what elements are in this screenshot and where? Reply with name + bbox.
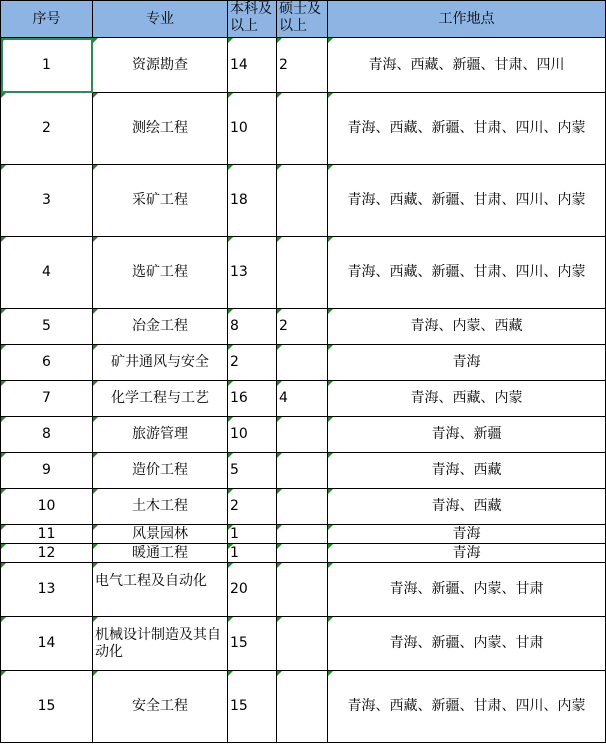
- cell-bachelor[interactable]: 14: [228, 38, 277, 93]
- header-master[interactable]: 硕士及以上: [277, 1, 328, 38]
- cell-seq[interactable]: 4: [1, 237, 93, 309]
- cell-bachelor[interactable]: 2: [228, 489, 277, 525]
- cell-location[interactable]: 青海、西藏、新疆、甘肃、四川、内蒙: [328, 671, 606, 743]
- cell-master[interactable]: [277, 453, 328, 489]
- table-row: [1, 165, 606, 237]
- cell-major[interactable]: 选矿工程: [93, 237, 228, 309]
- cell-bachelor[interactable]: 10: [228, 417, 277, 453]
- header-row: [1, 1, 606, 38]
- cell-major[interactable]: 土木工程: [93, 489, 228, 525]
- cell-major[interactable]: 冶金工程: [93, 309, 228, 345]
- cell-seq[interactable]: 8: [1, 417, 93, 453]
- cell-master[interactable]: [277, 345, 328, 381]
- cell-major[interactable]: 矿井通风与安全: [93, 345, 228, 381]
- cell-location[interactable]: 青海、西藏: [328, 489, 606, 525]
- cell-major[interactable]: 风景园林: [93, 525, 228, 544]
- cell-major[interactable]: 安全工程: [93, 671, 228, 743]
- cell-master[interactable]: [277, 544, 328, 563]
- cell-major[interactable]: 化学工程与工艺: [93, 381, 228, 417]
- table-row: [1, 671, 606, 743]
- cell-master[interactable]: [277, 237, 328, 309]
- cell-seq[interactable]: 14: [1, 617, 93, 671]
- cell-location[interactable]: 青海、新疆、内蒙、甘肃: [328, 617, 606, 671]
- cell-bachelor[interactable]: 1: [228, 544, 277, 563]
- cell-seq[interactable]: 10: [1, 489, 93, 525]
- cell-location[interactable]: 青海、新疆: [328, 417, 606, 453]
- table-row: [1, 381, 606, 417]
- table-row: [1, 525, 606, 544]
- cell-seq[interactable]: 15: [1, 671, 93, 743]
- cell-seq[interactable]: 9: [1, 453, 93, 489]
- table-row: [1, 309, 606, 345]
- cell-master[interactable]: [277, 525, 328, 544]
- cell-location[interactable]: 青海: [328, 345, 606, 381]
- cell-location[interactable]: 青海、西藏、内蒙: [328, 381, 606, 417]
- cell-location[interactable]: 青海: [328, 544, 606, 563]
- cell-seq[interactable]: 6: [1, 345, 93, 381]
- cell-seq[interactable]: 1: [1, 38, 93, 93]
- cell-location[interactable]: 青海、西藏、新疆、甘肃、四川、内蒙: [328, 237, 606, 309]
- cell-location[interactable]: 青海、内蒙、西藏: [328, 309, 606, 345]
- table-row: [1, 563, 606, 617]
- cell-master[interactable]: 4: [277, 381, 328, 417]
- cell-bachelor[interactable]: 2: [228, 345, 277, 381]
- header-bachelor[interactable]: 本科及以上: [228, 1, 277, 38]
- cell-bachelor[interactable]: 15: [228, 671, 277, 743]
- cell-master[interactable]: [277, 489, 328, 525]
- table-row: [1, 417, 606, 453]
- cell-location[interactable]: 青海、新疆、内蒙、甘肃: [328, 563, 606, 617]
- cell-master[interactable]: [277, 563, 328, 617]
- cell-location[interactable]: 青海、西藏、新疆、甘肃、四川: [328, 38, 606, 93]
- cell-location[interactable]: 青海、西藏、新疆、甘肃、四川、内蒙: [328, 165, 606, 237]
- table-row: [1, 489, 606, 525]
- cell-location[interactable]: 青海、西藏: [328, 453, 606, 489]
- cell-master[interactable]: [277, 417, 328, 453]
- cell-location[interactable]: 青海、西藏、新疆、甘肃、四川、内蒙: [328, 93, 606, 165]
- cell-bachelor[interactable]: 15: [228, 617, 277, 671]
- cell-major[interactable]: 采矿工程: [93, 165, 228, 237]
- cell-master[interactable]: [277, 671, 328, 743]
- cell-master[interactable]: [277, 93, 328, 165]
- header-major[interactable]: 专业: [93, 1, 228, 38]
- cell-major[interactable]: 机械设计制造及其自动化: [93, 617, 228, 671]
- header-location[interactable]: 工作地点: [328, 1, 606, 38]
- cell-seq[interactable]: 2: [1, 93, 93, 165]
- table-row: [1, 38, 606, 93]
- cell-seq[interactable]: 12: [1, 544, 93, 563]
- cell-master[interactable]: [277, 165, 328, 237]
- cell-bachelor[interactable]: 20: [228, 563, 277, 617]
- cell-master[interactable]: 2: [277, 309, 328, 345]
- cell-seq[interactable]: 7: [1, 381, 93, 417]
- cell-seq[interactable]: 5: [1, 309, 93, 345]
- cell-major[interactable]: 资源勘查: [93, 38, 228, 93]
- cell-master[interactable]: [277, 617, 328, 671]
- header-seq[interactable]: 序号: [1, 1, 93, 38]
- cell-bachelor[interactable]: 5: [228, 453, 277, 489]
- cell-bachelor[interactable]: 10: [228, 93, 277, 165]
- table-row: [1, 617, 606, 671]
- cell-seq[interactable]: 3: [1, 165, 93, 237]
- table-row: [1, 544, 606, 563]
- cell-bachelor[interactable]: 8: [228, 309, 277, 345]
- table-row: [1, 345, 606, 381]
- cell-major[interactable]: 电气工程及自动化: [93, 563, 228, 617]
- cell-seq[interactable]: 11: [1, 525, 93, 544]
- cell-major[interactable]: 造价工程: [93, 453, 228, 489]
- cell-bachelor[interactable]: 1: [228, 525, 277, 544]
- table-row: [1, 453, 606, 489]
- cell-location[interactable]: 青海: [328, 525, 606, 544]
- cell-seq[interactable]: 13: [1, 563, 93, 617]
- cell-major[interactable]: 旅游管理: [93, 417, 228, 453]
- table-row: [1, 93, 606, 165]
- cell-master[interactable]: 2: [277, 38, 328, 93]
- cell-bachelor[interactable]: 13: [228, 237, 277, 309]
- cell-major[interactable]: 暖通工程: [93, 544, 228, 563]
- cell-bachelor[interactable]: 16: [228, 381, 277, 417]
- table-row: [1, 237, 606, 309]
- cell-bachelor[interactable]: 18: [228, 165, 277, 237]
- cell-major[interactable]: 测绘工程: [93, 93, 228, 165]
